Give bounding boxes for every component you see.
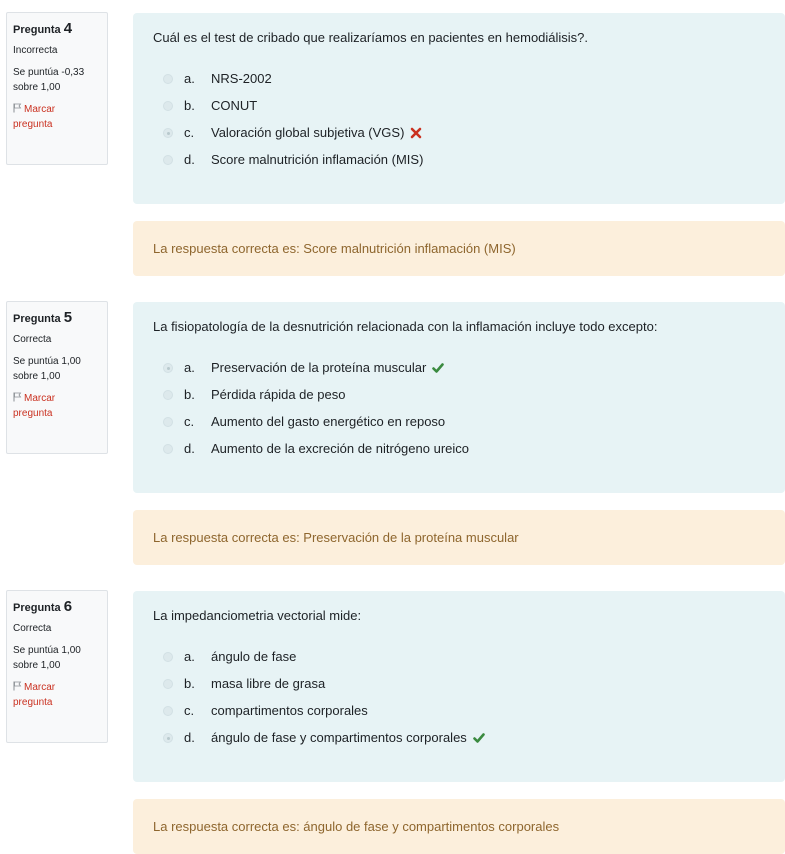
radio-button[interactable] — [163, 679, 173, 689]
grade-line-1: Se puntúa 1,00 — [13, 356, 81, 367]
cross-icon — [410, 127, 422, 139]
grade-line-1: Se puntúa 1,00 — [13, 645, 81, 656]
radio-button[interactable] — [163, 444, 173, 454]
answer-letter: a. — [184, 71, 195, 86]
radio-button-selected[interactable] — [163, 733, 173, 743]
answer-letter: c. — [184, 414, 195, 429]
flag-label-line-2: pregunta — [13, 119, 53, 130]
question-state: Correcta — [13, 334, 52, 345]
question-grade — [13, 65, 101, 95]
answer-letter: d. — [184, 152, 195, 167]
flag-question-link[interactable] — [13, 391, 101, 421]
answer-option-c[interactable] — [153, 408, 765, 435]
radio-button[interactable] — [163, 652, 173, 662]
flag-icon — [13, 392, 22, 402]
question-info — [6, 12, 108, 165]
answer-letter: d. — [184, 441, 195, 456]
answer-list — [153, 65, 765, 173]
answer-letter: a. — [184, 649, 195, 664]
question-number — [13, 599, 101, 616]
question-grade — [13, 354, 101, 384]
flag-label-line-2: pregunta — [13, 408, 53, 419]
flag-icon — [13, 681, 22, 691]
answer-letter: b. — [184, 676, 195, 691]
question-number-value: 4 — [63, 20, 73, 37]
answer-text: CONUT — [211, 98, 258, 113]
answer-letter: a. — [184, 360, 195, 375]
question-label: Pregunta — [13, 313, 61, 325]
answer-list — [153, 643, 765, 751]
answer-option-a[interactable] — [153, 65, 765, 92]
answer-option-d[interactable] — [153, 146, 765, 173]
check-icon — [432, 362, 444, 374]
question-grade — [13, 643, 101, 673]
answer-list — [153, 354, 765, 462]
answer-text: NRS-2002 — [211, 71, 272, 86]
answer-text: Score malnutrición inflamación (MIS) — [211, 152, 424, 167]
flag-label-line-1: Marcar — [24, 104, 56, 115]
answer-option-b[interactable] — [153, 381, 765, 408]
radio-button-selected[interactable] — [163, 128, 173, 138]
radio-button-selected[interactable] — [163, 363, 173, 373]
answer-text: Pérdida rápida de peso — [211, 387, 346, 402]
grade-line-2: sobre 1,00 — [13, 371, 61, 382]
answer-text: Preservación de la proteína muscular — [211, 360, 427, 375]
answer-option-a[interactable] — [153, 354, 765, 381]
answer-letter: b. — [184, 387, 195, 402]
question-info — [6, 590, 108, 743]
answer-text: masa libre de grasa — [211, 676, 326, 691]
radio-button[interactable] — [163, 417, 173, 427]
answer-option-c[interactable] — [153, 697, 765, 724]
question-number — [13, 310, 101, 327]
flag-label-line-1: Marcar — [24, 393, 56, 404]
grade-line-1: Se puntúa -0,33 — [13, 67, 85, 78]
answer-text: compartimentos corporales — [211, 703, 368, 718]
answer-letter: d. — [184, 730, 195, 745]
answer-text: ángulo de fase — [211, 649, 297, 664]
flag-label-line-1: Marcar — [24, 682, 56, 693]
question-state: Incorrecta — [13, 45, 58, 56]
question-number — [13, 21, 101, 38]
radio-button[interactable] — [163, 390, 173, 400]
answer-option-d[interactable] — [153, 435, 765, 462]
answer-option-d[interactable] — [153, 724, 765, 751]
question-text: La fisiopatología de la desnutrición relacionada con la inflamación incluye todo excepto: — [153, 319, 658, 334]
grade-line-2: sobre 1,00 — [13, 660, 61, 671]
question-number-value: 6 — [63, 598, 73, 615]
answer-option-b[interactable] — [153, 670, 765, 697]
answer-text: Valoración global subjetiva (VGS) — [211, 125, 405, 140]
answer-text: ángulo de fase y compartimentos corporales — [211, 730, 467, 745]
radio-button[interactable] — [163, 74, 173, 84]
question-text: Cuál es el test de cribado que realizaríamos en pacientes en hemodiálisis?. — [153, 30, 589, 45]
correct-answer-feedback: La respuesta correcta es: Preservación de la proteína muscular — [133, 510, 785, 565]
correct-answer-feedback: La respuesta correcta es: ángulo de fase y compartimentos corporales — [133, 799, 785, 854]
flag-question-link[interactable] — [13, 102, 101, 132]
question-text: La impedanciometria vectorial mide: — [153, 608, 362, 623]
radio-button[interactable] — [163, 155, 173, 165]
answer-letter: c. — [184, 125, 195, 140]
question-number-value: 5 — [63, 309, 73, 326]
question-state: Correcta — [13, 623, 52, 634]
flag-label-line-2: pregunta — [13, 697, 53, 708]
question-label: Pregunta — [13, 24, 61, 36]
answer-text: Aumento del gasto energético en reposo — [211, 414, 446, 429]
flag-icon — [13, 103, 22, 113]
grade-line-2: sobre 1,00 — [13, 82, 61, 93]
answer-option-a[interactable] — [153, 643, 765, 670]
answer-letter: c. — [184, 703, 195, 718]
answer-text: Aumento de la excreción de nitrógeno ureico — [211, 441, 469, 456]
answer-letter: b. — [184, 98, 195, 113]
question-formulation — [133, 591, 785, 782]
answer-option-c[interactable] — [153, 119, 765, 146]
answer-option-b[interactable] — [153, 92, 765, 119]
check-icon — [473, 732, 485, 744]
correct-answer-feedback: La respuesta correcta es: Score malnutrición inflamación (MIS) — [133, 221, 785, 276]
radio-button[interactable] — [163, 101, 173, 111]
question-formulation — [133, 13, 785, 204]
question-label: Pregunta — [13, 602, 61, 614]
question-info — [6, 301, 108, 454]
flag-question-link[interactable] — [13, 680, 101, 710]
question-formulation — [133, 302, 785, 493]
radio-button[interactable] — [163, 706, 173, 716]
